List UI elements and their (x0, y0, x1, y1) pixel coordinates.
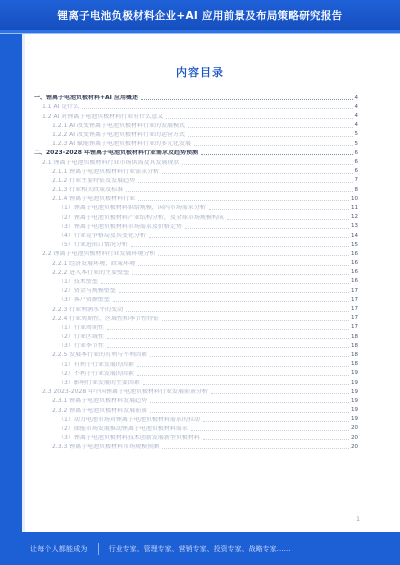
toc-leader-dots (132, 274, 349, 275)
toc-leader-dots (150, 356, 349, 357)
toc-entry-page: 4 (354, 103, 358, 110)
toc-entry-label: 1.2.3 AI 赋能锂离子电池负极材料行业的多元化发展 (52, 141, 191, 148)
toc-entry-label: （1）有利于行业发展的因素 (58, 361, 134, 368)
toc-entry[interactable] (28, 147, 358, 156)
toc-entry[interactable] (28, 423, 358, 432)
report-title: 锂离子电池负极材料企业+AI 应用前景及布局策略研究报告 (57, 9, 343, 22)
toc-entry-page: 6 (354, 168, 358, 175)
toc-entry[interactable] (28, 303, 358, 312)
toc-entry-page: 18 (351, 333, 358, 340)
toc-entry[interactable] (28, 221, 358, 230)
toc-entry-page: 19 (351, 388, 358, 395)
toc-leader-dots (131, 246, 349, 247)
toc-leader-dots (211, 393, 349, 394)
toc-entry-label: 2.3.2 锂离子电池负极材料发展前景 (52, 407, 148, 414)
toc-entry-page: 15 (351, 241, 358, 248)
left-decorative-bar (0, 34, 22, 532)
toc-entry[interactable] (28, 285, 358, 294)
toc-leader-dots (82, 108, 352, 109)
toc-entry-page: 16 (351, 260, 358, 267)
toc-entry[interactable] (28, 110, 358, 119)
toc-entry[interactable] (28, 248, 358, 257)
toc-leader-dots (188, 136, 353, 137)
toc-leader-dots (101, 283, 349, 284)
toc-entry-label: （2）储能市场发展推动锂离子电池负极材料需求 (58, 425, 188, 432)
toc-entry-page: 14 (351, 232, 358, 239)
toc-entry-label: （1）行业周期性 (58, 324, 104, 331)
toc-entry[interactable] (28, 239, 358, 248)
report-footer (0, 532, 400, 565)
toc-entry[interactable] (28, 202, 358, 211)
toc-entry-page: 5 (354, 140, 358, 147)
toc-entry-page: 16 (351, 269, 358, 276)
toc-leader-dots (227, 219, 349, 220)
toc-entry-label: 2.2.2 进入本行业的主要壁垒 (52, 269, 130, 276)
toc-leader-dots (138, 182, 352, 183)
toc-entry-page: 7 (354, 177, 358, 184)
footer-roles: 行业专家、管理专家、营销专家、投资专家、战略专家…… (108, 544, 291, 553)
toc-entry-page: 5 (354, 131, 358, 138)
toc-entry-label: （3）锂离子电池负极材料市场需求及价格走势 (58, 223, 182, 230)
toc-entry-label: 2.3.1 锂离子电池负极材料发展趋势 (52, 398, 148, 405)
toc-leader-dots (203, 439, 349, 440)
toc-entry[interactable] (28, 441, 358, 450)
toc-entry-label: 2.1.2 行业主要特征及发展趋势 (52, 177, 136, 184)
toc-entry-label: 二、2023-2028 年锂离子电池负极材料行业需求及趋势预测 (34, 150, 198, 157)
toc-entry-page: 17 (351, 296, 358, 303)
toc-entry[interactable] (28, 120, 358, 129)
toc-entry[interactable] (28, 386, 358, 395)
toc-entry[interactable] (28, 395, 358, 404)
toc-entry[interactable] (28, 138, 358, 147)
toc-entry-label: 1.2.1 AI 改变锂离子电池负极材料行业的发展模式 (52, 122, 185, 129)
toc-leader-dots (141, 99, 353, 100)
toc-entry-page: 8 (354, 186, 358, 193)
report-header (0, 0, 400, 30)
toc-entry-label: 2.1.3 行业相关政策及标准 (52, 187, 124, 194)
toc-leader-dots (107, 347, 349, 348)
toc-entry[interactable] (28, 432, 358, 441)
toc-entry-label: （3）锂离子电池负极材料技术创新发展新型负极材料 (58, 435, 200, 442)
toc-entry-label: （1）技术壁垒 (58, 278, 98, 285)
toc-entry[interactable] (28, 368, 358, 377)
toc-entry-label: （3）行业季节性 (58, 343, 104, 350)
toc-entry[interactable] (28, 340, 358, 349)
toc-leader-dots (201, 154, 353, 155)
page-number: 1 (356, 516, 360, 523)
toc-entry-page: 20 (351, 425, 358, 432)
toc-entry-label: 2.1.1 锂离子电池负极材料行业需求分析 (52, 168, 160, 175)
toc-entry[interactable] (28, 230, 358, 239)
toc-entry[interactable] (28, 184, 358, 193)
toc-entry-label: 2.3.3 锂离子电池负极材料市场规模预测 (52, 444, 160, 451)
toc-entry-page: 10 (351, 195, 358, 202)
toc-entry-label: （1）动力电池市场对锂离子电池负极材料需求的拉动 (58, 416, 200, 423)
toc-entry[interactable] (28, 92, 358, 101)
toc-leader-dots (162, 173, 352, 174)
toc-entry-page: 19 (351, 370, 358, 377)
toc-entry[interactable] (28, 129, 358, 138)
toc-leader-dots (203, 421, 349, 422)
toc-entry-label: （2）锂离子电池负极材料产业结构分析，及全球市场规模构成 (58, 214, 224, 221)
toc-entry-page: 19 (351, 397, 358, 404)
toc-entry-page: 17 (351, 324, 358, 331)
toc-entry-page: 6 (354, 159, 358, 165)
toc-entry[interactable] (28, 156, 358, 165)
toc-entry-label: 2.1.4 锂离子电池负极材料行业 (52, 196, 136, 203)
toc-leader-dots (137, 375, 349, 376)
toc-entry-page: 20 (351, 443, 358, 450)
toc-entry[interactable] (28, 294, 358, 303)
toc-leader-dots (126, 311, 349, 312)
toc-entry-page: 4 (354, 94, 358, 101)
toc-entry-label: 2.1 锂离子电池负极材料行业市场供需及其发展现状 (42, 159, 180, 166)
toc-entry-page: 20 (351, 434, 358, 441)
toc-entry[interactable] (28, 358, 358, 367)
toc-leader-dots (107, 338, 349, 339)
toc-leader-dots (150, 412, 349, 413)
toc-leader-dots (119, 292, 349, 293)
toc-title: 内容目录 (176, 66, 224, 79)
toc-entry-label: 1.2.2 AI 改变锂离子电池负极材料行业的运营方式 (52, 131, 185, 138)
toc-entry-label: 2.2 锂离子电池负极材料行业发展环境分析 (42, 251, 156, 258)
toc-entry-page: 16 (351, 278, 358, 285)
toc-entry-page: 19 (351, 416, 358, 423)
toc-leader-dots (185, 228, 349, 229)
toc-entry-page: 17 (351, 287, 358, 294)
toc-entry-label: （2）不利于行业发展的因素 (58, 370, 134, 377)
toc-entry[interactable] (28, 211, 358, 220)
toc-entry[interactable] (28, 175, 358, 184)
toc-entry-label: 2.2.4 行业周期性、区域性和季节性特征 (52, 315, 160, 322)
toc-entry[interactable] (28, 322, 358, 331)
toc-leader-dots (162, 320, 349, 321)
toc-entry-page: 13 (351, 223, 358, 230)
toc-entry-page: 4 (354, 113, 358, 120)
toc-entry-label: 1.1 AI 是什么 (42, 104, 80, 111)
toc-leader-dots (137, 366, 349, 367)
toc-entry-page: 18 (351, 351, 358, 358)
toc-entry-label: （2）资金与规模壁垒 (58, 288, 116, 295)
toc-entry-label: （5）行业进出口情况分析 (58, 242, 128, 249)
toc-entry[interactable] (28, 377, 358, 386)
toc-entry-page: 19 (351, 407, 358, 414)
toc-leader-dots (150, 402, 349, 403)
toc-leader-dots (182, 164, 352, 165)
toc-entry-page: 11 (351, 204, 358, 211)
toc-leader-dots (194, 145, 353, 146)
toc-leader-dots (143, 384, 349, 385)
toc-entry-page: 17 (351, 315, 358, 322)
toc-leader-dots (162, 448, 349, 449)
toc-leader-dots (209, 209, 349, 210)
toc-entry-label: （3）影响行业发展的主要因素 (58, 380, 140, 386)
footer-separator (98, 543, 99, 555)
toc-entry[interactable] (28, 414, 358, 423)
toc-entry-page: 19 (351, 379, 358, 386)
toc-entry-label: 2.2.1 经济发展环境、政策环境 (52, 260, 136, 267)
toc-entry[interactable] (28, 331, 358, 340)
header-divider-thin (0, 33, 400, 34)
toc-entry[interactable] (28, 193, 358, 202)
toc-leader-dots (138, 200, 349, 201)
table-of-contents (28, 92, 358, 450)
toc-entry-page: 18 (351, 342, 358, 349)
toc-entry-label: （2）行业区域性 (58, 334, 104, 341)
toc-entry-label: 2.2.5 发展本行业的有利与不利因素 (52, 352, 148, 359)
toc-entry[interactable] (28, 166, 358, 175)
toc-leader-dots (107, 329, 349, 330)
toc-entry-label: （3）客户资源壁垒 (58, 297, 110, 304)
toc-leader-dots (188, 127, 353, 128)
toc-leader-dots (191, 430, 349, 431)
toc-entry-label: （1）锂离子电池负极材料供给规模，国内市场需求分析 (58, 205, 206, 212)
footer-lead: 让每个人都能成为 (30, 544, 88, 553)
toc-entry-label: 2.2.3 行业利润水平的变动 (52, 306, 124, 313)
toc-entry-label: 1.2 AI 对锂离子电池负极材料行业有什么意义 (42, 113, 164, 120)
toc-entry[interactable] (28, 257, 358, 266)
toc-entry-label: （4）行业竞争格局及其变化分析 (58, 233, 146, 239)
toc-leader-dots (126, 191, 352, 192)
toc-leader-dots (158, 255, 349, 256)
toc-entry[interactable] (28, 313, 358, 322)
toc-leader-dots (166, 118, 352, 119)
toc-leader-dots (138, 265, 349, 266)
toc-entry[interactable] (28, 276, 358, 285)
toc-entry-page: 12 (351, 214, 358, 221)
toc-entry-label: 一、锂离子电池负极材料+AI 应用概述 (34, 95, 138, 102)
toc-entry-page: 6 (354, 149, 358, 156)
toc-entry-page: 4 (354, 122, 358, 129)
toc-entry[interactable] (28, 349, 358, 358)
toc-leader-dots (149, 237, 349, 238)
toc-entry[interactable] (28, 101, 358, 110)
toc-entry[interactable] (28, 404, 358, 413)
toc-entry-page: 18 (351, 361, 358, 368)
toc-entry[interactable] (28, 267, 358, 276)
toc-leader-dots (113, 301, 349, 302)
toc-entry-page: 17 (351, 306, 358, 312)
toc-entry-label: 2.3 2023-2028 年中国锂离子电池负极材料行业发展前景分析 (42, 389, 209, 396)
toc-entry-page: 16 (351, 250, 358, 257)
